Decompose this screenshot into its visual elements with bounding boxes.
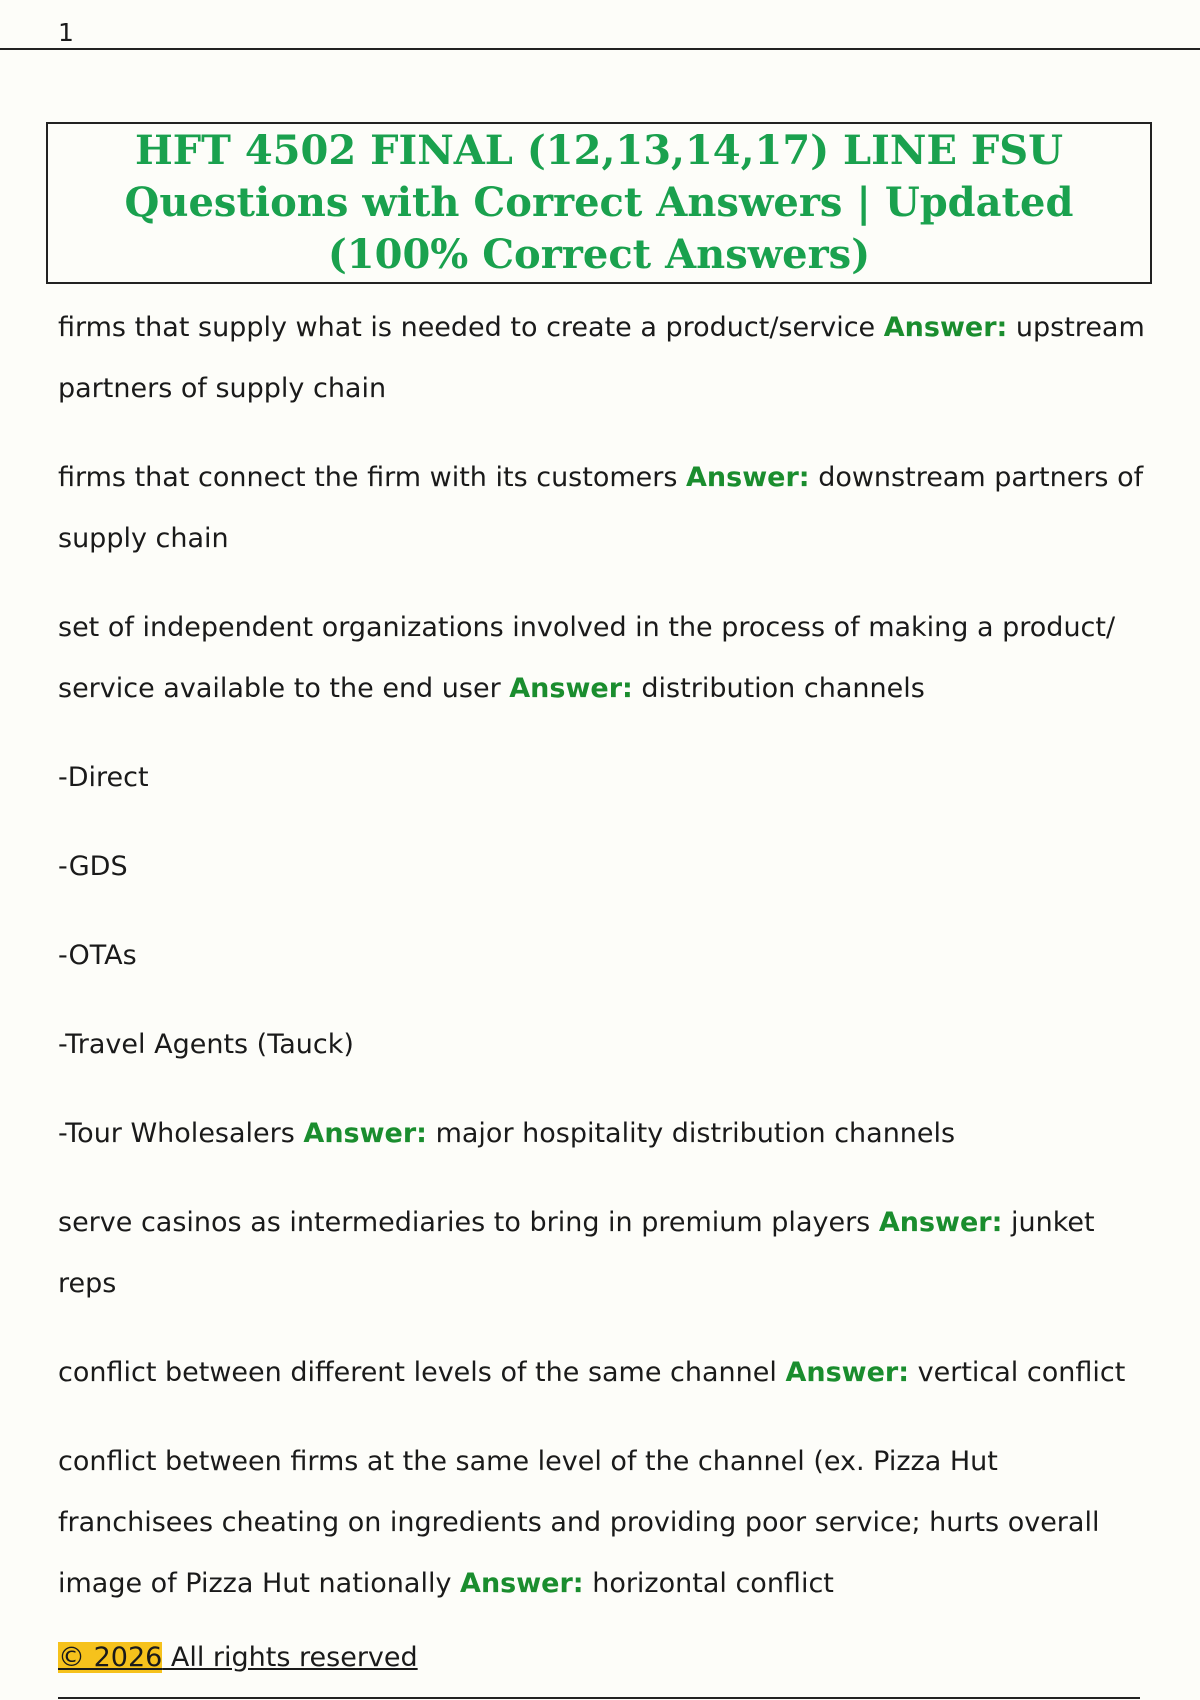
question-text: firms that connect the firm with its customers: [58, 462, 678, 493]
question-text: set of independent organizations involved in the process of making a product/ service available to the end user: [58, 612, 1116, 704]
answer-label: Answer:: [878, 1207, 1003, 1238]
qa-item: [58, 747, 1148, 808]
question-text: -Travel Agents (Tauck): [58, 1029, 354, 1060]
qa-item: [58, 447, 1148, 569]
qa-item: [58, 925, 1148, 986]
qa-item: [58, 1014, 1148, 1075]
footer-divider: [58, 1697, 1140, 1699]
answer-text: upstream partners of supply chain: [58, 312, 1145, 404]
qa-item: [58, 597, 1148, 719]
question-text: conflict between different levels of the same channel: [58, 1357, 777, 1388]
answer-label: Answer:: [686, 462, 810, 493]
copyright-text: All rights reserved: [162, 1642, 418, 1673]
copyright-year-highlight: © 2026: [58, 1642, 163, 1673]
footer: [58, 1640, 418, 1676]
title-box: [46, 122, 1152, 284]
page-number: 1: [58, 18, 74, 47]
question-text: -Tour Wholesalers: [58, 1118, 295, 1149]
question-text: -Direct: [58, 762, 149, 793]
question-text: firms that supply what is needed to create a product/service: [58, 312, 876, 343]
answer-text: major hospitality distribution channels: [435, 1118, 956, 1149]
answer-label: Answer:: [509, 673, 633, 704]
qa-item: [58, 1192, 1148, 1314]
answer-text: junket reps: [58, 1207, 1095, 1299]
answer-label: Answer:: [785, 1357, 910, 1388]
qa-item: [58, 1342, 1148, 1403]
qa-item: [58, 836, 1148, 897]
copyright-link[interactable]: [58, 1642, 418, 1673]
header-divider: [0, 48, 1200, 50]
question-text: conflict between firms at the same level of the channel (ex. Pizza Hut franchisees cheating on ingredients and providing poor service; hurts overall image of Pizza Hut nationally: [58, 1446, 1100, 1599]
answer-label: Answer:: [303, 1118, 427, 1149]
answer-label: Answer:: [460, 1568, 584, 1599]
question-text: -GDS: [58, 851, 128, 882]
answer-label: Answer:: [883, 312, 1008, 343]
answer-text: downstream partners of supply chain: [58, 462, 1144, 554]
question-text: -OTAs: [58, 940, 137, 971]
answer-text: vertical conflict: [917, 1357, 1126, 1388]
qa-list: [58, 297, 1148, 1614]
qa-item: [58, 1103, 1148, 1164]
answer-text: horizontal conflict: [592, 1568, 834, 1599]
answer-text: distribution channels: [641, 673, 925, 704]
question-text: serve casinos as intermediaries to bring in premium players: [58, 1207, 871, 1238]
document-title: HFT 4502 FINAL (12,13,14,17) LINE FSU Questions with Correct Answers | Updated (100% Correct Answers): [124, 127, 1074, 278]
qa-item: [58, 297, 1148, 419]
qa-item: [58, 1431, 1148, 1614]
